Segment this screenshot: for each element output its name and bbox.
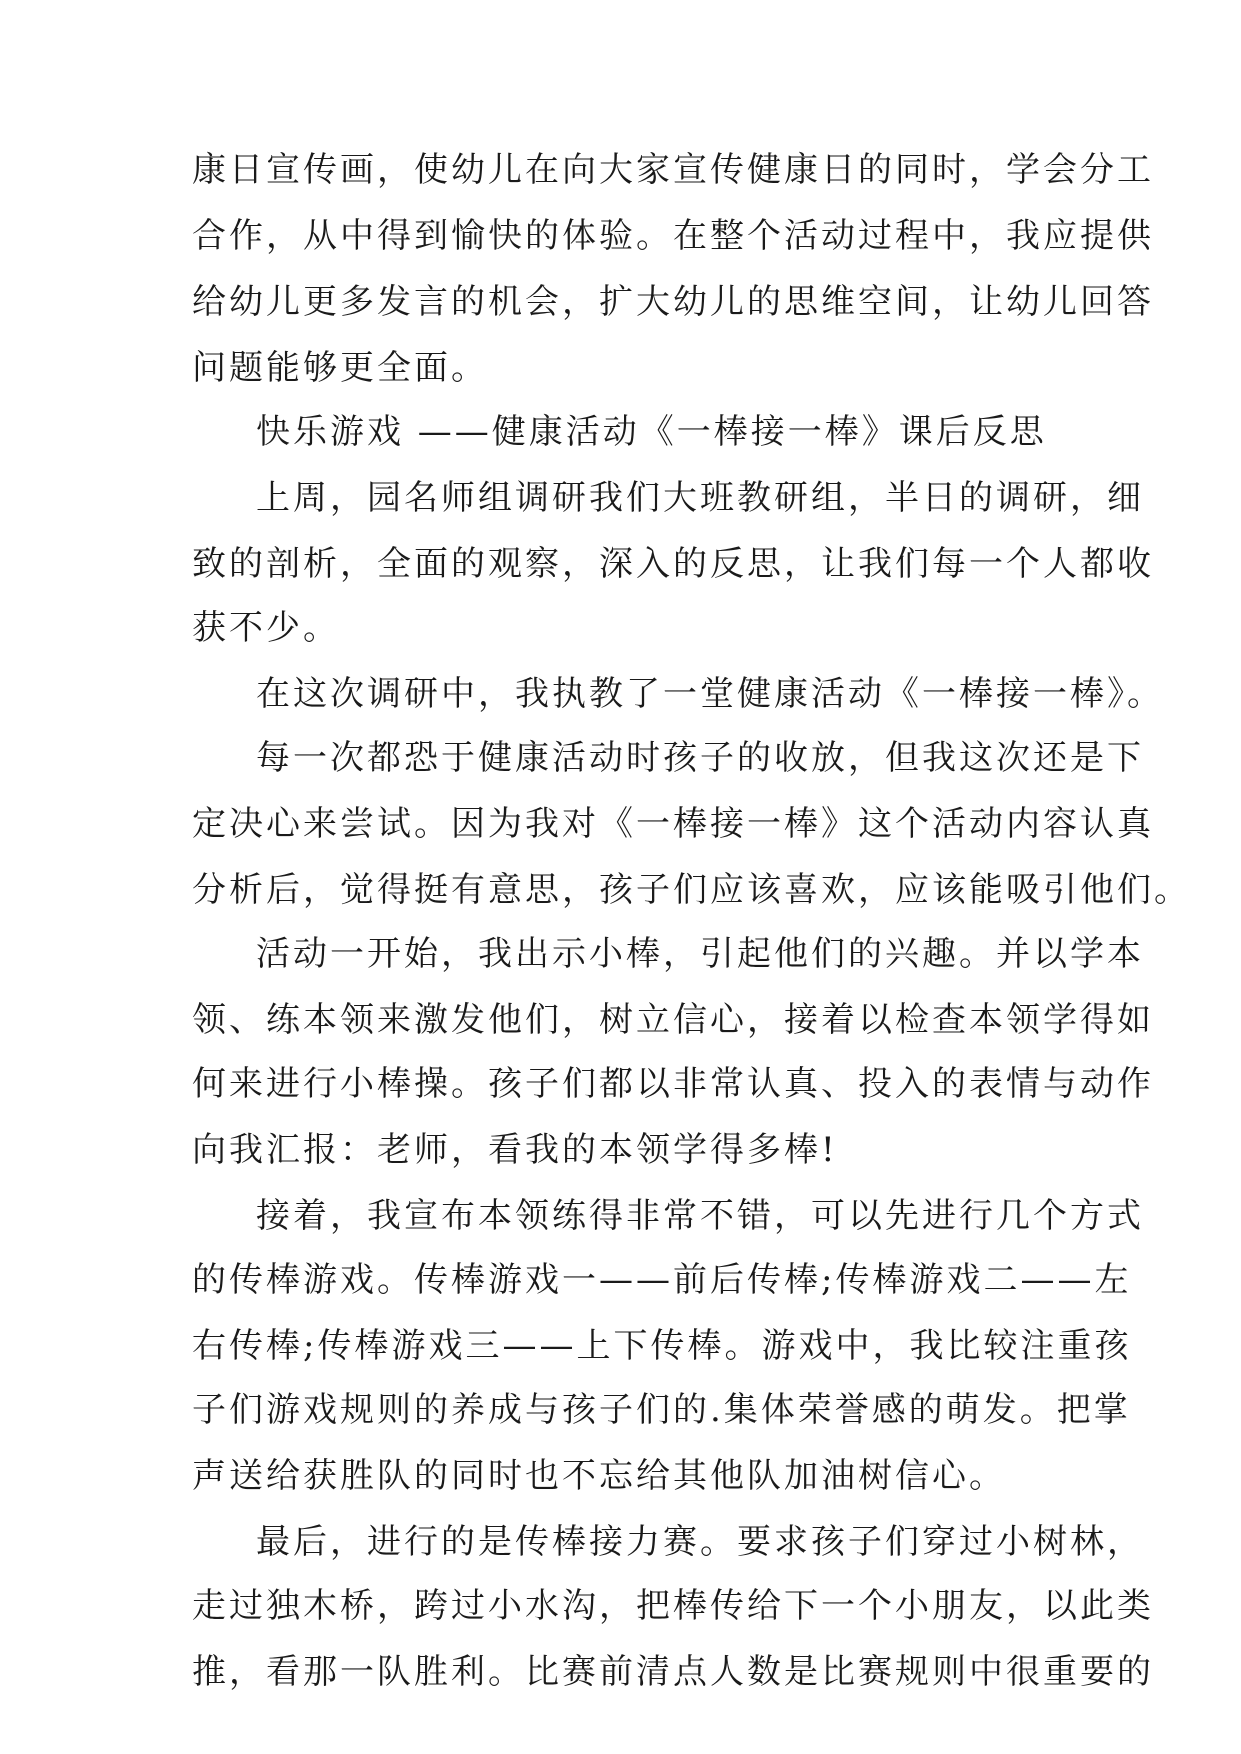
text-line: 何来进行小棒操。孩子们都以非常认真、投入的表情与动作 <box>192 1064 1154 1104</box>
text-line: 致的剖析，全面的观察，深入的反思，让我们每一个人都收 <box>192 544 1154 584</box>
text-line: 最后，进行的是传棒接力赛。要求孩子们穿过小树林， <box>256 1522 1144 1562</box>
text-line: 领、练本领来激发他们，树立信心，接着以检查本领学得如 <box>192 1000 1154 1040</box>
text-line: 走过独木桥，跨过小水沟，把棒传给下一个小朋友，以此类 <box>192 1586 1154 1626</box>
text-line: 合作，从中得到愉快的体验。在整个活动过程中，我应提供 <box>192 216 1154 256</box>
text-line: 子们游戏规则的养成与孩子们的.集体荣誉感的萌发。把掌 <box>192 1390 1131 1430</box>
text-line: 分析后，觉得挺有意思，孩子们应该喜欢，应该能吸引他们。 <box>192 870 1191 910</box>
text-line: 活动一开始，我出示小棒，引起他们的兴趣。并以学本 <box>256 934 1144 974</box>
text-line: 接着，我宣布本领练得非常不错，可以先进行几个方式 <box>256 1196 1144 1236</box>
text-line: 推，看那一队胜利。比赛前清点人数是比赛规则中很重要的 <box>192 1652 1154 1692</box>
text-line: 获不少。 <box>192 608 340 648</box>
text-line: 定决心来尝试。因为我对《一棒接一棒》这个活动内容认真 <box>192 804 1154 844</box>
text-line: 上周，园名师组调研我们大班教研组，半日的调研，细 <box>256 478 1144 518</box>
text-line: 声送给获胜队的同时也不忘给其他队加油树信心。 <box>192 1456 1006 1496</box>
section-heading: 快乐游戏 ——健康活动《一棒接一棒》课后反思 <box>256 412 1047 452</box>
text-line: 每一次都恐于健康活动时孩子的收放，但我这次还是下 <box>256 738 1144 778</box>
text-line: 康日宣传画，使幼儿在向大家宣传健康日的同时，学会分工 <box>192 150 1154 190</box>
text-line: 给幼儿更多发言的机会，扩大幼儿的思维空间，让幼儿回答 <box>192 282 1154 322</box>
text-line: 右传棒;传棒游戏三——上下传棒。游戏中，我比较注重孩 <box>192 1326 1132 1366</box>
text-line: 在这次调研中，我执教了一堂健康活动《一棒接一棒》。 <box>256 674 1164 714</box>
text-line: 向我汇报：老师，看我的本领学得多棒! <box>192 1130 838 1170</box>
text-line: 的传棒游戏。传棒游戏一——前后传棒;传棒游戏二——左 <box>192 1260 1132 1300</box>
text-line: 问题能够更全面。 <box>192 348 488 388</box>
